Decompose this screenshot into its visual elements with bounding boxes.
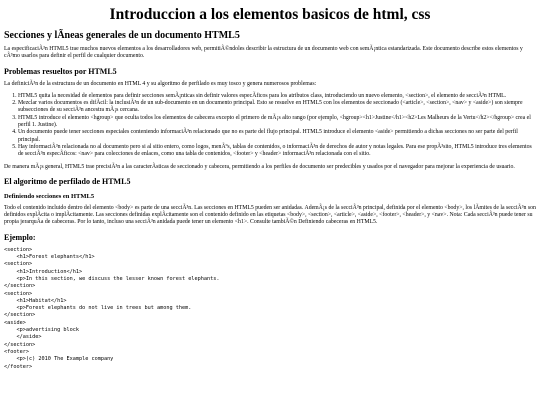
list-item: 4. Un documento puede tener secciones especiales conteniendo informaciÃ³n relacionado que no es parte del flujo principal. HTML5 introduce el elemento <aside> permitiendo a dichas secciones no ser parte del perfil principal. [18, 129, 536, 144]
list-item: 2. Mezclar varios documentos es difÃcil: la inclusiÃ³n de un sub-documento en un documento principal. Esto se resuelve en HTML5 con los elementos de seccionado (<article>, <section>, <nav> y <aside>) son siempre subsecciones de su secciÃ³n ancestra mÃ¡s cercana. [18, 100, 536, 115]
problems-closing: De manera mÃ¡s general, HTML5 trae precisiÃ³n a las caracterÃsticas de seccionado y cabecera, permitiendo a los perfiles de documento ser predecibles y usados por el navegador para mejorar la experiencia de usuario. [4, 163, 515, 170]
list-item: 3. HTML5 introduce el elemento <hgroup> que oculta todos los elementos de cabecera excepto el primero de mÃ¡s alto rango (por ejemplo, <hgroup><h1>Justine</h1><h2>Les Malheurs de la Vertu</h2></hgroup> crea el perfil 1. Justine). [18, 115, 536, 130]
algorithm-paragraph: Todo el contenido incluido dentro del elemento <body> es parte de una secciÃ³n. Las secciones en HTML5 pueden ser anidadas. AdemÃ¡s de la secciÃ³n principal, definida por el elemento <body>, los lÃmites de la secciÃ³n son definidos explÃcita o implÃcitamente. Las secciones definidas explÃcitamente son el contenido definido en las etiquetas <body>, <section>, <article>, <aside>, <footer>, <header>, y <nav>. Nota: Cada secciÃ³n puede tener su propia jerarquÃa de cabeceras. Por lo tanto, incluso una secciÃ³n anidada puede tener un elemento <h1>. Consulte tambiÃ©n Definiendo cabeceras en HTML5. [4, 204, 536, 226]
code-example: <section> <h1>Forest elephants</h1> <section> <h1>Introduction</h1> <p>In this section, we discuss the lesser known forest elephants. </section> <section> <h1>Habitat</h1> <p>Forest elephants do not live in trees but among them. </section> <aside> <p>advertising block </aside> </section> <footer> <p>(c) 2010 The Example company </footer> [4, 246, 220, 370]
page-title: Introduccion a los elementos basicos de html, css [109, 6, 431, 23]
algorithm-heading: El algoritmo de perfilado de HTML5 [4, 176, 131, 186]
problems-intro: La definiciÃ³n de la estructura de un documento en HTML 4 y su algoritmo de perfilado es muy tosco y genera numerosos problemas: [4, 80, 317, 87]
list-item: 1. HTML5 quita la necesidad de elementos para definir secciones semÃ¡nticas sin definir valores especÃficos para los atributos class, introduciendo un nuevo elemento, <section>, el elemento de secciÃ³n HTML. [18, 93, 536, 100]
problems-list [4, 93, 536, 159]
problems-heading: Problemas resueltos por HTML5 [4, 66, 117, 76]
example-heading: Ejemplo: [4, 232, 36, 242]
list-item: 5. Hay informaciÃ³n relacionada no al documento pero si al sitio entero, como logos, menÃºs, tablas de contenidos, o informaciÃ³n de derechos de autor y notas legales. Para ese propÃ³sito, HTML5 introduce tres elementos de secciÃ³n especÃficos: <nav> para colecciones de enlaces, como una tabla de contenidos, <footer> y <header> informaciÃ³n relacionada con el sitio. [18, 144, 536, 159]
section-heading-overview: Secciones y lÃneas generales de un documento HTML5 [4, 30, 240, 41]
algorithm-subheading: Definiendo secciones en HTML5 [4, 192, 95, 200]
overview-paragraph: La especificaciÃ³n HTML5 trae muchos nuevos elementos a los desarrolladores web, permitiÃ©ndoles describir la estructura de un documento web con semÃ¡ntica estandarizada. Este documento describe estos elementos y cÃ³mo usarlos para definir el perfil de cualquier documento. [4, 46, 523, 60]
